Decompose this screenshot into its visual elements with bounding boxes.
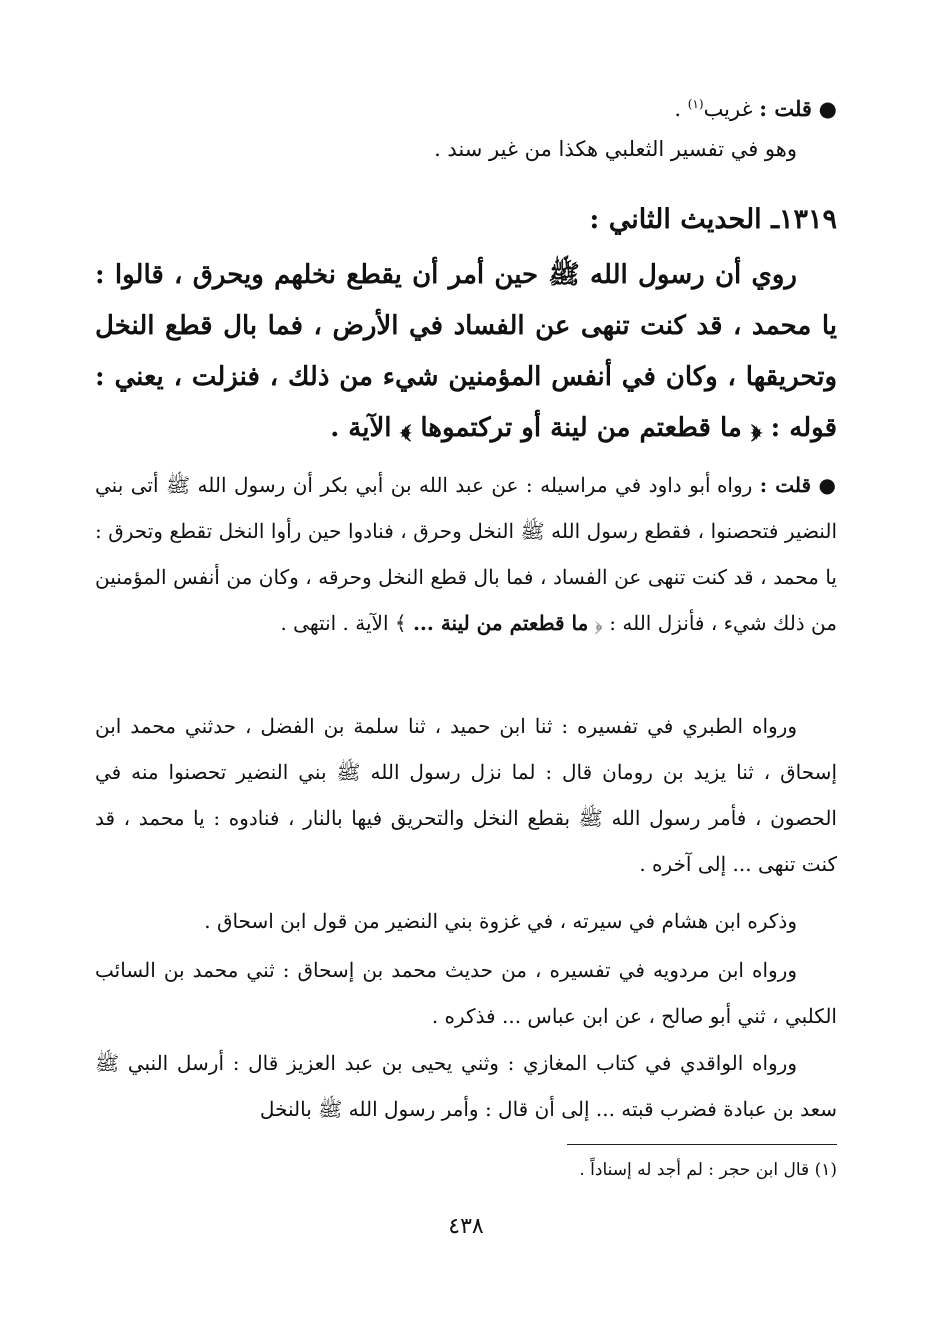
commentary-paragraph-2: ورواه الطبري في تفسيره : ثنا ابن حميد ، ثنا سلمة بن الفضل ، حدثني محمد ابن إسحاق ، ثنا يزيد بن رومان قال : لما نزل رسول الله ﷺ بني النضير تحصنوا منه في الحصون ، فأمر رسول الله ﷺ بقطع النخل والتحريق فيها بالنار ، فنادوه : يا محمد ، قد كنت تنهى ... إلى آخره . <box>95 714 837 876</box>
note-end: . <box>674 97 688 121</box>
footnote-number: (١) <box>814 1160 837 1180</box>
hadith-text: روي أن رسول الله ﷺ حين أمر أن يقطع نخلهم ويحرق ، قالوا : يا محمد ، قد كنت تنهى عن الفساد في الأرض ، فما بال قطع النخل وتحريقها ، وكان في أنفس المؤمنين شيء من ذلك ، فنزلت ، يعني : قوله : ﴿ ما قطعتم من لينة أو تركتموها ﴾ الآية . <box>95 260 837 443</box>
commentary-text: رواه أبو داود في مراسيله : عن عبد الله بن أبي بكر أن رسول الله ﷺ أتى بني النضير فتحصنوا ، فقطع رسول الله ﷺ النخل وحرق ، فنادوا حين رأوا النخل تقطع وتحرق : يا محمد ، قد كنت تنهى عن الفساد ، فما بال قطع النخل وحرقه ، وكان من أنفس المؤمنين من ذلك شيء ، فأنزل الله : ﴿ <box>95 473 837 635</box>
note-comment-top <box>95 84 837 169</box>
quran-quote: ما قطعتم من لينة ... <box>412 611 589 635</box>
commentary-paragraph-1 <box>95 462 837 646</box>
page-number: ٤٣٨ <box>448 1214 484 1239</box>
footnote-text: قال ابن حجر : لم أجد له إسناداً . <box>579 1160 810 1180</box>
note-line-1 <box>95 84 837 129</box>
hadith-heading: ١٣١٩ـ الحديث الثاني : <box>589 204 837 235</box>
footnote-ref: (١) <box>687 97 704 111</box>
commentary-paragraph-3: وذكره ابن هشام في سيرته ، في غزوة بني النضير من قول ابن اسحاق . <box>204 909 797 933</box>
qult-label: قلت : <box>759 473 812 497</box>
commentary-paragraph-4: ورواه ابن مردويه في تفسيره ، من حديث محمد بن إسحاق : ثني محمد بن السائب الكلبي ، ثني أبو صالح ، عن ابن عباس ... فذكره . <box>95 958 837 1028</box>
bullet-mark: ● <box>818 96 837 121</box>
note-text: غريب <box>703 97 753 121</box>
footnote <box>95 1150 837 1190</box>
footnote-divider <box>567 1144 837 1145</box>
bullet-mark: ● <box>818 473 838 497</box>
qult-label: قلت : <box>759 96 812 121</box>
commentary-text-end: ﴾ الآية . انتهى . <box>280 611 407 635</box>
commentary-paragraph-5: ورواه الواقدي في كتاب المغازي : وثني يحيى بن عبد العزيز قال : أرسل النبي ﷺ سعد بن عبادة فضرب قبته ... إلى أن قال : وأمر رسول الله ﷺ بالنخل <box>95 1051 837 1121</box>
note-line-2: وهو في تفسير الثعلبي هكذا من غير سند . <box>434 137 797 161</box>
